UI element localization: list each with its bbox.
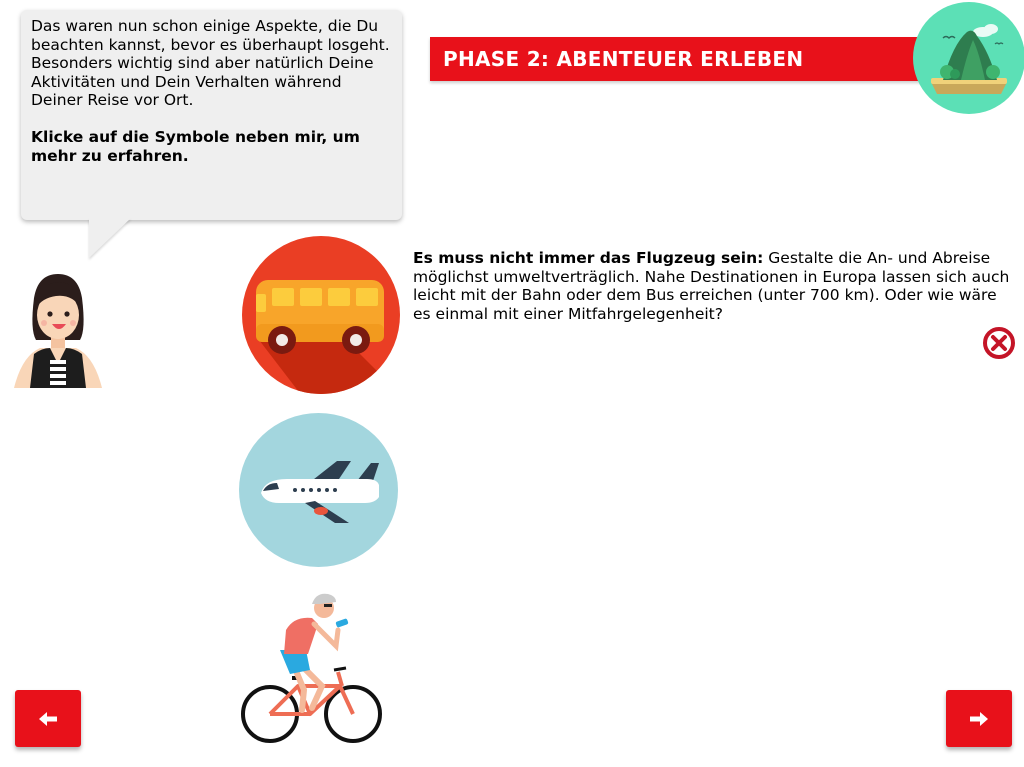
island-icon (913, 2, 1024, 114)
info-heading: Es muss nicht immer das Flugzeug sein: (413, 249, 764, 267)
cyclist-icon[interactable] (240, 590, 385, 748)
arrow-left-icon (37, 711, 59, 727)
bus-icon[interactable] (242, 236, 400, 394)
bubble-instruction: Klicke auf die Symbole neben mir, um mehr zu erfahren. (31, 127, 360, 165)
guide-avatar (12, 268, 104, 388)
arrow-right-icon (968, 711, 990, 727)
info-body: Gestalte die An- und Abreise möglichst umweltverträglich. Nahe Destinationen in Europa lassen sich auch leicht mit der Bahn oder dem Bus erreichen (unter 700 km). Oder wie wäre es einmal mit einer Mitfahrgelegenheit? (413, 249, 1010, 323)
info-text (413, 249, 1013, 323)
previous-button[interactable] (15, 690, 81, 747)
next-button[interactable] (946, 690, 1012, 747)
speech-bubble-tail (89, 218, 131, 258)
speech-bubble (21, 10, 402, 220)
page-title: PHASE 2: ABENTEUER ERLEBEN (443, 47, 804, 71)
bubble-text: Das waren nun schon einige Aspekte, die Du beachten kannst, bevor es überhaupt losgeht. Besonders wichtig sind aber natürlich Deine Aktivitäten und Dein Verhalten während Deiner Reise vor Ort. (31, 17, 390, 110)
close-icon[interactable] (982, 326, 1016, 360)
phase-title-banner (430, 37, 935, 81)
airplane-icon[interactable] (239, 413, 398, 567)
